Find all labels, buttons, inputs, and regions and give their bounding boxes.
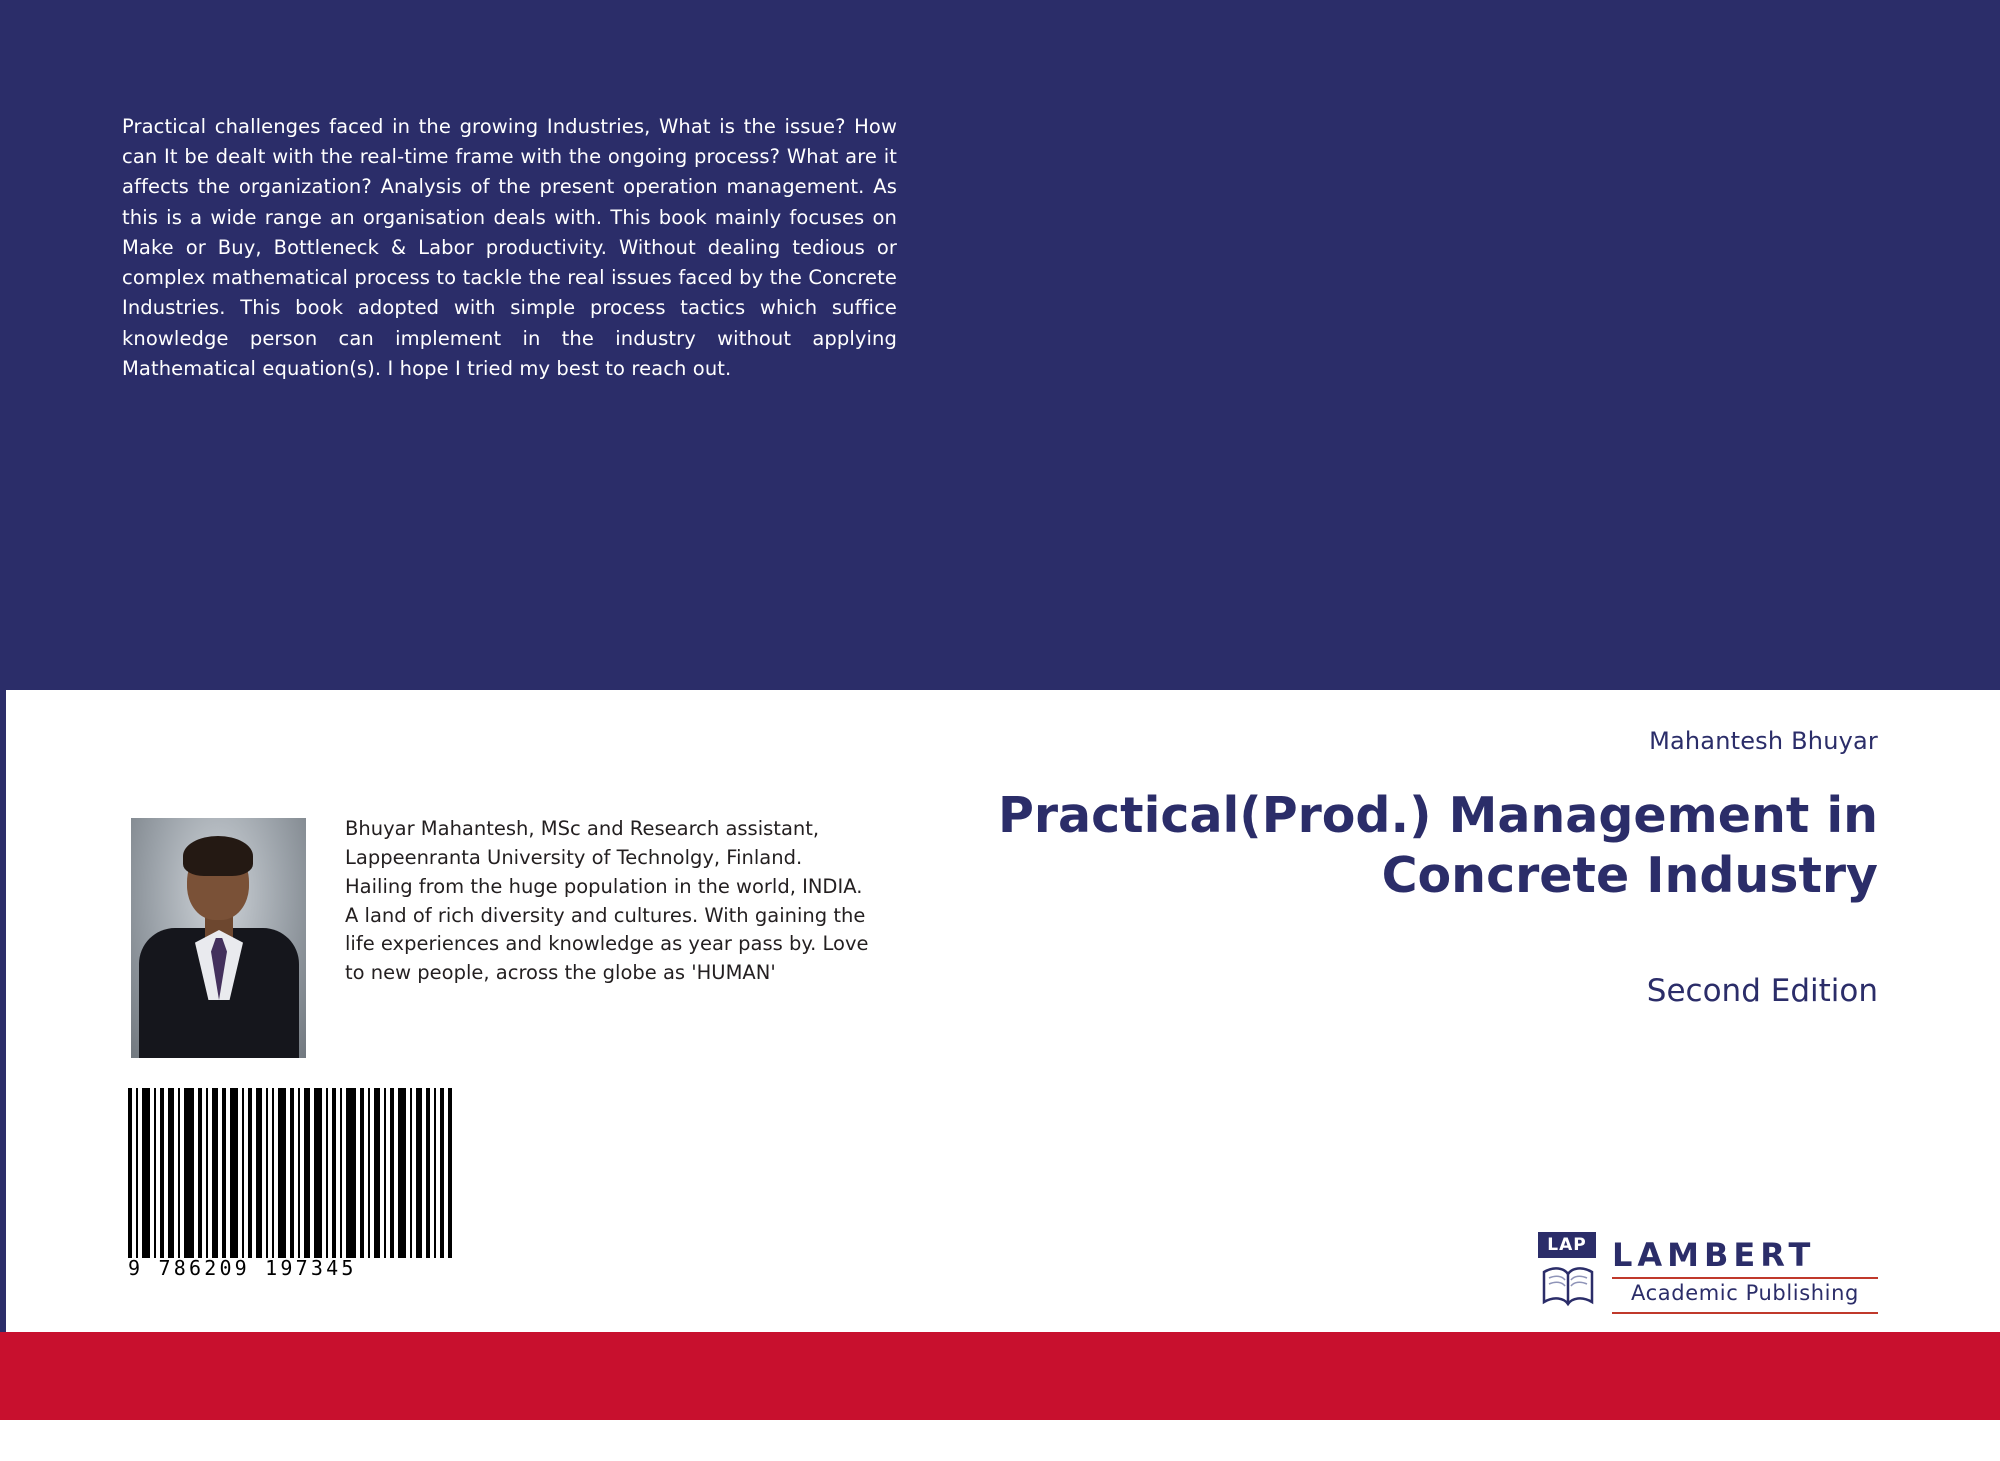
publisher-tagline: Academic Publishing bbox=[1631, 1281, 1859, 1305]
lap-mark: LAP bbox=[1538, 1232, 1596, 1258]
barcode-digits: 9 786209 197345 bbox=[128, 1256, 357, 1280]
author-photo bbox=[131, 818, 306, 1058]
book-title: Practical(Prod.) Management in Concrete Industry bbox=[997, 787, 1878, 904]
publisher-name: LAMBERT bbox=[1612, 1236, 1816, 1274]
publisher-rule-bottom bbox=[1612, 1312, 1878, 1314]
barcode bbox=[128, 1088, 458, 1288]
publisher-rule-top bbox=[1612, 1277, 1878, 1279]
book-subtitle: Second Edition bbox=[1646, 973, 1878, 1009]
photo-hair bbox=[183, 836, 253, 876]
back-cover-blurb: Practical challenges faced in the growing Industries, What is the issue? How can It be dealt with the real-time frame with the ongoing process? What are it affects the organization? Analysis of the present operation management. As this is a wide range an organisation deals with. This book mainly focuses on Make or Buy, Bottleneck & Labor productivity. Without dealing tedious or complex mathematical process to tackle the real issues faced by the Concrete Industries. This book adopted with simple process tactics which suffice knowledge person can implement in the industry without applying Mathematical equation(s). I hope I tried my best to reach out. bbox=[122, 115, 897, 380]
bottom-white-margin bbox=[0, 1420, 2000, 1461]
bottom-red-band bbox=[0, 1332, 2000, 1420]
publisher-logo bbox=[1538, 1232, 1878, 1318]
author-bio-text: Bhuyar Mahantesh, MSc and Research assistant, Lappeenranta University of Technolgy, Finland. Hailing from the huge population in the world, INDIA. A land of rich diversity and cultures. With gaining the life experiences and knowledge as year pass by. Love to new people, across the globe as 'HUMAN' bbox=[345, 817, 869, 985]
spine-edge-strip bbox=[0, 0, 6, 1461]
front-author-name: Mahantesh Bhuyar bbox=[1649, 727, 1878, 755]
barcode-bars bbox=[128, 1088, 458, 1258]
open-book-icon bbox=[1540, 1260, 1596, 1310]
